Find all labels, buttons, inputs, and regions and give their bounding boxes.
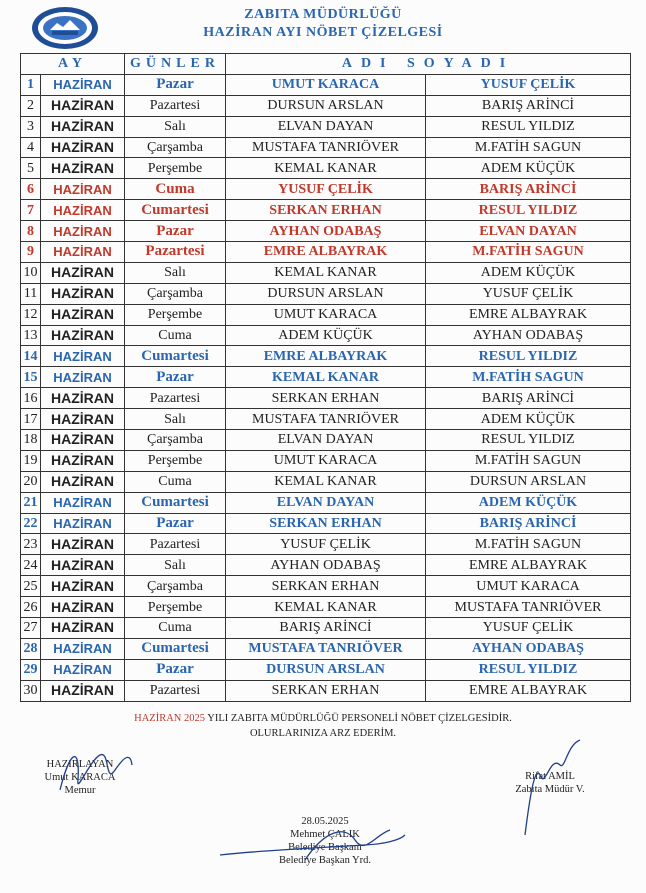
- secondary-name-cell: BARIŞ ARİNCİ: [426, 179, 631, 200]
- column-header-days: GÜNLER: [125, 54, 226, 75]
- row-number: 15: [21, 367, 41, 388]
- table-row: [21, 492, 631, 513]
- primary-name-cell: BARIŞ ARİNCİ: [226, 618, 426, 639]
- day-cell: Çarşamba: [125, 283, 226, 304]
- secondary-name-cell: RESUL YILDIZ: [426, 200, 631, 221]
- mayor-name: Mehmet ÇALIK: [290, 829, 360, 840]
- table-row: [21, 179, 631, 200]
- preparer-title: Memur: [64, 785, 96, 796]
- table-row: [21, 242, 631, 263]
- row-number: 7: [21, 200, 41, 221]
- primary-name-cell: UMUT KARACA: [226, 450, 426, 471]
- row-number: 18: [21, 430, 41, 451]
- mayor-title: Belediye Başkanı: [288, 842, 362, 853]
- row-number: 4: [21, 137, 41, 158]
- row-number: 6: [21, 179, 41, 200]
- table-row: [21, 304, 631, 325]
- day-cell: Cuma: [125, 179, 226, 200]
- month-cell: HAZİRAN: [41, 137, 125, 158]
- primary-name-cell: DURSUN ARSLAN: [226, 95, 426, 116]
- row-number: 24: [21, 555, 41, 576]
- document-subtitle: HAZİRAN AYI NÖBET ÇİZELGESİ: [203, 25, 443, 40]
- table-row: [21, 367, 631, 388]
- table-row: [21, 74, 631, 95]
- secondary-name-cell: BARIŞ ARİNCİ: [426, 513, 631, 534]
- table-row: [21, 555, 631, 576]
- month-cell: HAZİRAN: [41, 74, 125, 95]
- month-cell: HAZİRAN: [41, 283, 125, 304]
- day-cell: Cumartesi: [125, 346, 226, 367]
- row-number: 13: [21, 325, 41, 346]
- day-cell: Salı: [125, 116, 226, 137]
- secondary-name-cell: ADEM KÜÇÜK: [426, 158, 631, 179]
- secondary-name-cell: ADEM KÜÇÜK: [426, 409, 631, 430]
- secondary-name-cell: MUSTAFA TANRIÖVER: [426, 597, 631, 618]
- day-cell: Pazar: [125, 221, 226, 242]
- primary-name-cell: MUSTAFA TANRIÖVER: [226, 409, 426, 430]
- month-cell: HAZİRAN: [41, 388, 125, 409]
- day-cell: Çarşamba: [125, 576, 226, 597]
- primary-name-cell: EMRE ALBAYRAK: [226, 346, 426, 367]
- month-cell: HAZİRAN: [41, 555, 125, 576]
- month-cell: HAZİRAN: [41, 597, 125, 618]
- row-number: 2: [21, 95, 41, 116]
- primary-name-cell: ELVAN DAYAN: [226, 116, 426, 137]
- day-cell: Cuma: [125, 325, 226, 346]
- table-row: [21, 513, 631, 534]
- table-body: [21, 74, 631, 701]
- row-number: 22: [21, 513, 41, 534]
- director-title: Zabıta Müdür V.: [515, 784, 585, 795]
- secondary-name-cell: RESUL YILDIZ: [426, 116, 631, 137]
- table-header-row: [21, 54, 631, 75]
- month-cell: HAZİRAN: [41, 513, 125, 534]
- month-cell: HAZİRAN: [41, 346, 125, 367]
- primary-name-cell: ELVAN DAYAN: [226, 430, 426, 451]
- secondary-name-cell: DURSUN ARSLAN: [426, 471, 631, 492]
- table-row: [21, 471, 631, 492]
- month-cell: HAZİRAN: [41, 325, 125, 346]
- secondary-name-cell: YUSUF ÇELİK: [426, 618, 631, 639]
- month-cell: HAZİRAN: [41, 576, 125, 597]
- table-row: [21, 597, 631, 618]
- day-cell: Salı: [125, 262, 226, 283]
- day-cell: Cumartesi: [125, 638, 226, 659]
- day-cell: Perşembe: [125, 304, 226, 325]
- secondary-name-cell: ADEM KÜÇÜK: [426, 492, 631, 513]
- row-number: 26: [21, 597, 41, 618]
- secondary-name-cell: M.FATİH SAGUN: [426, 137, 631, 158]
- table-row: [21, 200, 631, 221]
- month-cell: HAZİRAN: [41, 638, 125, 659]
- month-cell: HAZİRAN: [41, 221, 125, 242]
- row-number: 25: [21, 576, 41, 597]
- primary-name-cell: MUSTAFA TANRIÖVER: [226, 137, 426, 158]
- secondary-name-cell: M.FATİH SAGUN: [426, 367, 631, 388]
- primary-name-cell: KEMAL KANAR: [226, 262, 426, 283]
- signature-block-preparer: [30, 758, 130, 797]
- secondary-name-cell: YUSUF ÇELİK: [426, 74, 631, 95]
- row-number: 12: [21, 304, 41, 325]
- table-row: [21, 659, 631, 680]
- secondary-name-cell: RESUL YILDIZ: [426, 346, 631, 367]
- secondary-name-cell: RESUL YILDIZ: [426, 659, 631, 680]
- day-cell: Pazar: [125, 367, 226, 388]
- secondary-name-cell: EMRE ALBAYRAK: [426, 304, 631, 325]
- primary-name-cell: KEMAL KANAR: [226, 367, 426, 388]
- primary-name-cell: MUSTAFA TANRIÖVER: [226, 638, 426, 659]
- row-number: 20: [21, 471, 41, 492]
- row-number: 19: [21, 450, 41, 471]
- row-number: 9: [21, 242, 41, 263]
- primary-name-cell: SERKAN ERHAN: [226, 680, 426, 701]
- day-cell: Cuma: [125, 471, 226, 492]
- day-cell: Pazar: [125, 74, 226, 95]
- primary-name-cell: AYHAN ODABAŞ: [226, 555, 426, 576]
- primary-name-cell: DURSUN ARSLAN: [226, 283, 426, 304]
- secondary-name-cell: AYHAN ODABAŞ: [426, 325, 631, 346]
- month-cell: HAZİRAN: [41, 95, 125, 116]
- table-row: [21, 450, 631, 471]
- row-number: 28: [21, 638, 41, 659]
- month-cell: HAZİRAN: [41, 158, 125, 179]
- month-cell: HAZİRAN: [41, 367, 125, 388]
- day-cell: Çarşamba: [125, 430, 226, 451]
- day-cell: Pazar: [125, 659, 226, 680]
- primary-name-cell: ADEM KÜÇÜK: [226, 325, 426, 346]
- table-row: [21, 388, 631, 409]
- secondary-name-cell: M.FATİH SAGUN: [426, 242, 631, 263]
- month-cell: HAZİRAN: [41, 179, 125, 200]
- day-cell: Salı: [125, 409, 226, 430]
- duty-roster-table: [20, 53, 631, 702]
- secondary-name-cell: RESUL YILDIZ: [426, 430, 631, 451]
- day-cell: Pazartesi: [125, 388, 226, 409]
- table-row: [21, 283, 631, 304]
- primary-name-cell: UMUT KARACA: [226, 304, 426, 325]
- day-cell: Cuma: [125, 618, 226, 639]
- row-number: 5: [21, 158, 41, 179]
- primary-name-cell: KEMAL KANAR: [226, 158, 426, 179]
- primary-name-cell: EMRE ALBAYRAK: [226, 242, 426, 263]
- month-cell: HAZİRAN: [41, 680, 125, 701]
- approval-note: [0, 713, 646, 724]
- signature-block-director: [490, 770, 610, 796]
- row-number: 16: [21, 388, 41, 409]
- document-title: ZABITA MÜDÜRLÜĞÜ: [244, 7, 402, 22]
- secondary-name-cell: UMUT KARACA: [426, 576, 631, 597]
- row-number: 1: [21, 74, 41, 95]
- table-row: [21, 137, 631, 158]
- primary-name-cell: SERKAN ERHAN: [226, 513, 426, 534]
- day-cell: Perşembe: [125, 450, 226, 471]
- secondary-name-cell: YUSUF ÇELİK: [426, 283, 631, 304]
- day-cell: Salı: [125, 555, 226, 576]
- month-cell: HAZİRAN: [41, 450, 125, 471]
- primary-name-cell: DURSUN ARSLAN: [226, 659, 426, 680]
- table-row: [21, 409, 631, 430]
- month-cell: HAZİRAN: [41, 471, 125, 492]
- secondary-name-cell: ELVAN DAYAN: [426, 221, 631, 242]
- table-row: [21, 116, 631, 137]
- primary-name-cell: KEMAL KANAR: [226, 597, 426, 618]
- signature-block-mayor: [245, 815, 405, 867]
- row-number: 3: [21, 116, 41, 137]
- table-row: [21, 346, 631, 367]
- table-row: [21, 95, 631, 116]
- row-number: 23: [21, 534, 41, 555]
- row-number: 30: [21, 680, 41, 701]
- month-cell: HAZİRAN: [41, 492, 125, 513]
- secondary-name-cell: M.FATİH SAGUN: [426, 534, 631, 555]
- day-cell: Cumartesi: [125, 200, 226, 221]
- month-cell: HAZİRAN: [41, 242, 125, 263]
- primary-name-cell: YUSUF ÇELİK: [226, 534, 426, 555]
- primary-name-cell: ELVAN DAYAN: [226, 492, 426, 513]
- day-cell: Çarşamba: [125, 137, 226, 158]
- deputy-mayor-title: Belediye Başkan Yrd.: [278, 855, 372, 866]
- column-header-month: AY: [21, 54, 125, 75]
- table-row: [21, 221, 631, 242]
- month-cell: HAZİRAN: [41, 200, 125, 221]
- primary-name-cell: SERKAN ERHAN: [226, 388, 426, 409]
- month-cell: HAZİRAN: [41, 618, 125, 639]
- day-cell: Pazartesi: [125, 242, 226, 263]
- secondary-name-cell: BARIŞ ARİNCİ: [426, 388, 631, 409]
- table-row: [21, 638, 631, 659]
- row-number: 14: [21, 346, 41, 367]
- month-cell: HAZİRAN: [41, 262, 125, 283]
- day-cell: Perşembe: [125, 158, 226, 179]
- secondary-name-cell: ADEM KÜÇÜK: [426, 262, 631, 283]
- day-cell: Cumartesi: [125, 492, 226, 513]
- month-cell: HAZİRAN: [41, 430, 125, 451]
- primary-name-cell: KEMAL KANAR: [226, 471, 426, 492]
- table-row: [21, 325, 631, 346]
- secondary-name-cell: EMRE ALBAYRAK: [426, 555, 631, 576]
- secondary-name-cell: AYHAN ODABAŞ: [426, 638, 631, 659]
- table-row: [21, 430, 631, 451]
- table-row: [21, 534, 631, 555]
- month-cell: HAZİRAN: [41, 304, 125, 325]
- row-number: 11: [21, 283, 41, 304]
- primary-name-cell: SERKAN ERHAN: [226, 576, 426, 597]
- secondary-name-cell: EMRE ALBAYRAK: [426, 680, 631, 701]
- day-cell: Perşembe: [125, 597, 226, 618]
- secondary-name-cell: M.FATİH SAGUN: [426, 450, 631, 471]
- approval-note-text: YILI ZABITA MÜDÜRLÜĞÜ PERSONELİ NÖBET ÇİZELGESİDİR.: [205, 713, 512, 724]
- signature-date: 28.05.2025: [301, 816, 349, 827]
- table-row: [21, 680, 631, 701]
- day-cell: Pazartesi: [125, 95, 226, 116]
- secondary-name-cell: BARIŞ ARİNCİ: [426, 95, 631, 116]
- table-row: [21, 576, 631, 597]
- month-cell: HAZİRAN: [41, 116, 125, 137]
- row-number: 29: [21, 659, 41, 680]
- row-number: 17: [21, 409, 41, 430]
- primary-name-cell: UMUT KARACA: [226, 74, 426, 95]
- day-cell: Pazar: [125, 513, 226, 534]
- table-row: [21, 158, 631, 179]
- day-cell: Pazartesi: [125, 534, 226, 555]
- row-number: 21: [21, 492, 41, 513]
- row-number: 10: [21, 262, 41, 283]
- row-number: 27: [21, 618, 41, 639]
- preparer-role: HAZIRLAYAN: [46, 759, 114, 770]
- director-name: Rifat AMİL: [525, 771, 575, 782]
- primary-name-cell: SERKAN ERHAN: [226, 200, 426, 221]
- month-cell: HAZİRAN: [41, 534, 125, 555]
- row-number: 8: [21, 221, 41, 242]
- month-cell: HAZİRAN: [41, 409, 125, 430]
- approval-note-period: HAZİRAN 2025: [134, 713, 205, 724]
- table-row: [21, 262, 631, 283]
- approval-note-line2: OLURLARINIZA ARZ EDERİM.: [249, 728, 397, 739]
- table-row: [21, 618, 631, 639]
- day-cell: Pazartesi: [125, 680, 226, 701]
- primary-name-cell: AYHAN ODABAŞ: [226, 221, 426, 242]
- preparer-name: Umut KARACA: [44, 772, 116, 783]
- month-cell: HAZİRAN: [41, 659, 125, 680]
- column-header-name: ADI SOYADI: [226, 54, 631, 75]
- primary-name-cell: YUSUF ÇELİK: [226, 179, 426, 200]
